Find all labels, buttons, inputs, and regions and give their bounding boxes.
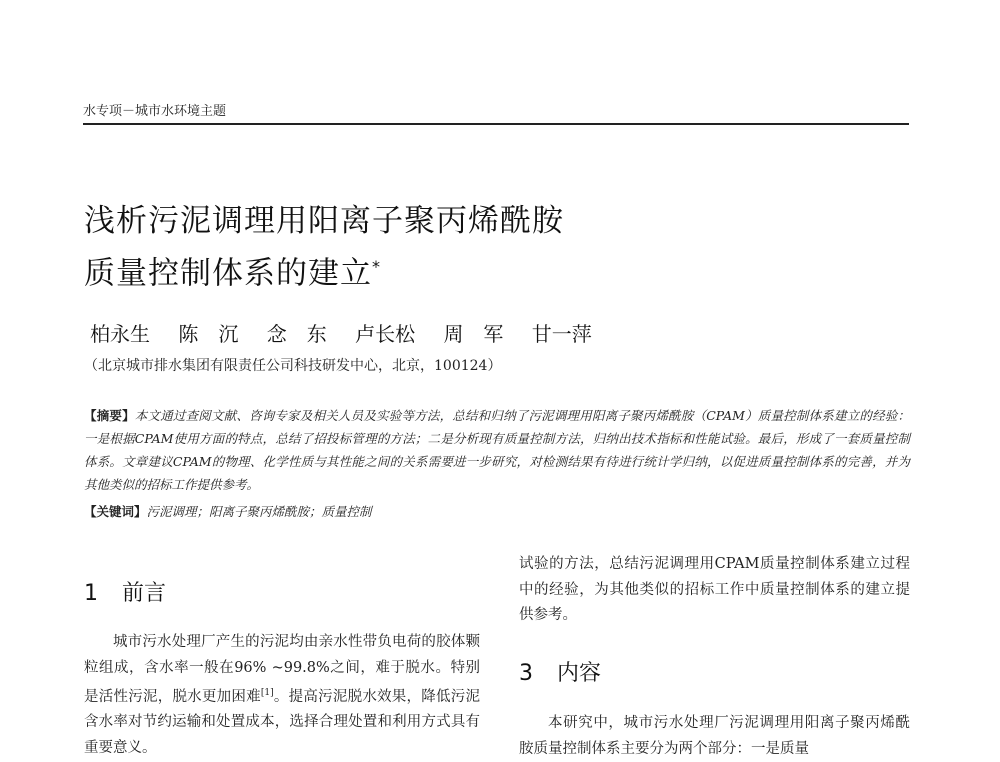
keywords-label: 【关键词】 [84,504,147,519]
citation: [1] [260,688,274,698]
article-title [84,198,564,296]
title-line-1: 浅析污泥调理用阳离子聚丙烯酰胺 [84,203,564,239]
author: 周 军 [443,322,504,346]
title-line-2-text: 质量控制体系的建立 [84,255,372,292]
journal-header: 水专项－城市水环境主题 [83,104,227,119]
affiliation: （北京城市排水集团有限责任公司科技研发中心，北京，100124） [84,358,502,374]
abstract [84,404,910,496]
right-column-paragraph: 试验的方法，总结污泥调理用CPAM质量控制体系建立过程中的经验，为其他类似的招标工作中质量控制体系的建立提供参考。 [519,556,910,623]
section-number: 3 [519,661,533,686]
title-footnote-mark: * [372,257,381,276]
abstract-text: 本文通过查阅文献、咨询专家及相关人员及实验等方法，总结和归纳了污泥调理用阳离子聚丙烯酰胺（CPAM）质量控制体系建立的经验：一是根据CPAM使用方面的特点，总结了招投标管理的方法；二是分析现有质量控制方法，归纳出技术指标和性能试验。最后，形成了一套质量控制体系。文章建议CPAM的物理、化学性质与其性能之间的关系需要进一步研究，对检测结果有待进行统计学归纳，以促进质量控制体系的完善，并为其他类似的招标工作提供参考。 [84,408,910,492]
paragraph-text-cont: 。提高污泥脱水效果，降低污泥含水率对节约运输和处置成本，选择合理处置和利用方式具有重要意义。 [84,688,481,756]
author: 卢长松 [355,322,416,346]
author-list [90,318,614,347]
keywords-text: 污泥调理；阳离子聚丙烯酰胺；质量控制 [146,504,372,519]
paragraph-text: 城市污水处理厂产生的污泥均由亲水性带负电荷的胶体颗粒组成，含水率一般在96% ~99.8%之间，难于脱水。特别是活性污泥，脱水更加困难 [84,634,480,705]
title-line-2 [84,244,564,296]
section-3-paragraph: 本研究中，城市污水处理厂污泥调理用阳离子聚丙烯酰胺质量控制体系主要分为两个部分：一是质量 [519,715,910,757]
abstract-label: 【摘要】 [84,408,135,423]
section-1-heading [84,576,166,607]
keywords [84,502,372,520]
author: 念 东 [266,322,327,346]
author: 甘一萍 [531,322,592,346]
header-rule [83,123,909,125]
section-title: 前言 [122,581,167,606]
author: 柏永生 [90,322,150,346]
section-title: 内容 [557,661,602,686]
section-1-paragraph [84,630,480,761]
section-3-heading [519,656,601,687]
section-number: 1 [84,581,98,606]
author: 陈 沉 [178,322,239,346]
